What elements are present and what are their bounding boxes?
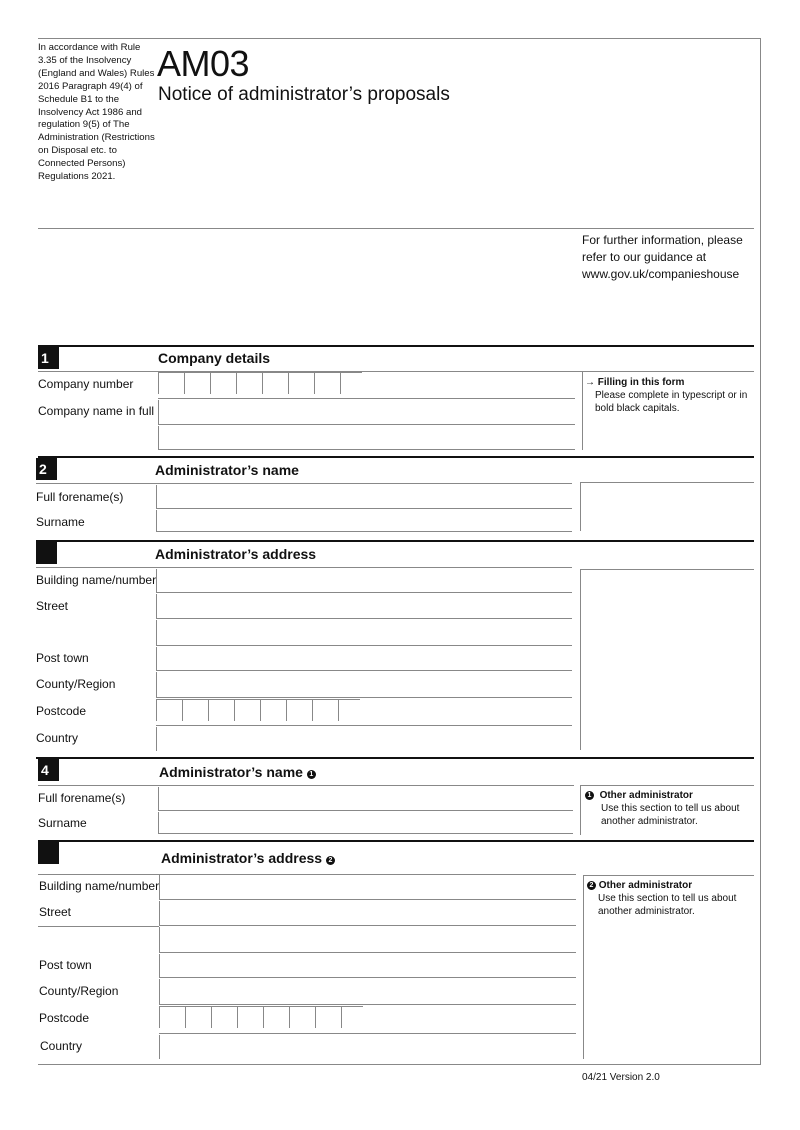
building-input[interactable] [156,569,572,593]
company-name-label: Company name in full [38,404,155,418]
guidance-line: refer to our guidance at [582,250,707,264]
note-divider [582,372,583,450]
postcode-label: Postcode [39,1011,90,1025]
county-input[interactable] [159,979,576,1005]
page-frame-top [38,38,761,39]
digit-cell[interactable] [288,372,314,394]
postcode-cell[interactable] [159,1006,185,1028]
section-4-title-text: Administrator’s name [159,764,303,780]
arrow-right-icon: → [585,377,595,388]
note-divider [580,569,581,750]
postcode-cell[interactable] [263,1006,289,1028]
surname-input[interactable] [158,812,573,834]
digit-cell[interactable] [210,372,236,394]
section-4-underline [38,785,574,786]
country-label: Country [40,1039,83,1053]
country-input[interactable] [159,1035,576,1059]
postcode-input[interactable] [159,1006,363,1028]
postcode-cell[interactable] [286,699,312,721]
postcode-cell[interactable] [237,1006,263,1028]
surname-input[interactable] [156,510,572,532]
note-title: Other administrator [599,790,693,801]
note-divider [583,875,584,1059]
digit-cell[interactable] [340,372,362,394]
forename-label: Full forename(s) [38,791,126,805]
street-label: Street [39,905,72,919]
guidance-line: For further information, please [582,233,743,247]
county-label: County/Region [36,677,116,691]
form-code: AM03 [157,43,250,84]
section-2-number: 2 [36,458,57,480]
section-3-title: Administrator’s address [155,546,317,562]
filling-in-note [585,376,755,415]
building-label: Building name/number [39,879,160,893]
note-title: Filling in this form [597,377,685,388]
forename-label: Full forename(s) [36,490,124,504]
forename-input[interactable] [158,787,573,811]
page-frame-bottom [38,1064,761,1065]
section-4-title [159,764,316,780]
section-1-rule [38,345,754,347]
section-4-number: 4 [38,759,59,781]
postcode-cell[interactable] [185,1006,211,1028]
legal-basis-text: In accordance with Rule 3.35 of the Insolvency (England and Wales) Rules 2016 Paragraph 49(4) of Schedule B1 to the Insolvency Act 1986 and regulation 9(5) of The Administration (Restrictions on Disposal etc. to Connected Persons) Regulations 2021. [38,42,155,183]
section-3-rule [36,540,754,542]
other-administrator-note [587,879,755,918]
building-input[interactable] [159,875,576,900]
postcode-label: Postcode [36,704,87,718]
postcode-cell[interactable] [234,699,260,721]
street-input-2[interactable] [156,620,572,646]
company-number-input[interactable] [158,372,362,394]
section-5-title [161,850,335,866]
street-input-1[interactable] [159,901,576,926]
note-top-rule [580,785,754,786]
postcode-cell[interactable] [341,1006,363,1028]
form-version: 04/21 Version 2.0 [582,1072,660,1083]
surname-label: Surname [38,816,87,830]
section-3-underline [36,567,572,568]
note-2-marker-icon: 2 [326,856,335,865]
postcode-cell[interactable] [260,699,286,721]
digit-cell[interactable] [236,372,262,394]
section-3-number [36,542,57,564]
section-2-rule [38,456,754,458]
note-top-rule [583,875,754,876]
country-input[interactable] [156,727,572,751]
digit-cell[interactable] [262,372,288,394]
street-label: Street [36,599,69,613]
section-5-title-text: Administrator’s address [161,850,323,866]
section-1-title: Company details [158,350,271,366]
section-2-title: Administrator’s name [155,462,299,478]
post-town-input[interactable] [156,647,572,671]
note-body: Please complete in typescript or in bold black capitals. [595,390,748,414]
postcode-cell[interactable] [315,1006,341,1028]
note-1-marker-icon: 1 [307,770,316,779]
building-label: Building name/number [36,573,157,587]
field-rule [156,725,572,726]
forename-input[interactable] [156,485,572,509]
section-4-rule [36,757,754,759]
digit-cell[interactable] [314,372,340,394]
section-1-underline [38,371,754,372]
note-top-rule [580,482,754,483]
street-input-1[interactable] [156,594,572,619]
note-divider [580,785,581,835]
surname-label: Surname [36,515,85,529]
other-administrator-note [585,789,753,828]
postcode-cell[interactable] [289,1006,315,1028]
county-label: County/Region [39,984,119,998]
company-number-label: Company number [38,377,134,391]
header-divider [38,228,754,229]
digit-cell[interactable] [184,372,210,394]
field-rule [158,398,575,399]
section-2-underline [36,483,572,484]
postcode-cell[interactable] [211,1006,237,1028]
section-1-number: 1 [38,347,59,369]
postcode-cell[interactable] [338,699,360,721]
page-frame-right [760,38,761,1065]
company-name-line-2[interactable] [158,426,575,450]
field-rule [159,1033,576,1034]
note-divider [580,482,581,531]
note-body: Use this section to tell us about another administrator. [598,893,737,917]
form-title: Notice of administrator’s proposals [158,84,450,105]
postcode-input[interactable] [156,699,360,721]
postcode-cell[interactable] [208,699,234,721]
county-input[interactable] [156,672,572,698]
country-label: Country [36,731,79,745]
section-5-number [38,842,59,864]
note-title: Other administrator [598,880,693,891]
post-town-label: Post town [36,651,89,665]
note-top-rule [580,569,754,570]
street-input-2[interactable] [159,927,576,953]
postcode-cell[interactable] [312,699,338,721]
field-rule [38,926,159,927]
post-town-label: Post town [39,958,92,972]
digit-cell[interactable] [158,372,184,394]
company-name-line-1[interactable] [158,400,575,425]
section-5-rule [38,840,754,842]
post-town-input[interactable] [159,954,576,978]
note-2-icon: 2 [587,881,596,890]
guidance-text [582,232,743,283]
note-1-icon: 1 [585,791,594,800]
postcode-cell[interactable] [182,699,208,721]
note-body: Use this section to tell us about another administrator. [601,803,740,827]
postcode-cell[interactable] [156,699,182,721]
guidance-link[interactable]: www.gov.uk/companieshouse [582,267,740,281]
